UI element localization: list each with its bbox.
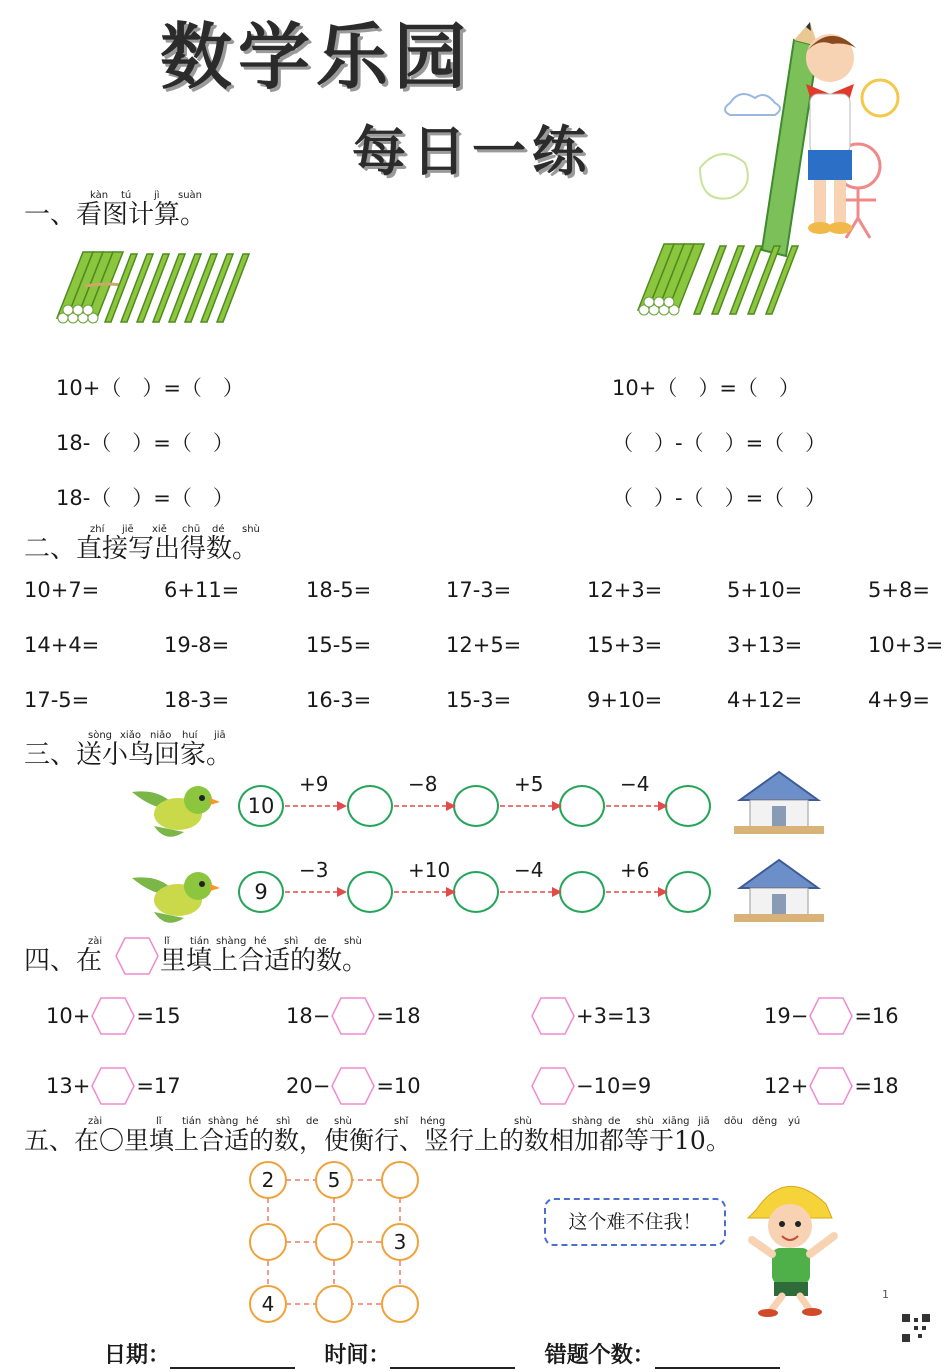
hexagon-answer-box[interactable] [330, 996, 376, 1036]
arithmetic-problem: 3+13= [727, 633, 803, 657]
pinyin: jiā [214, 730, 226, 741]
section3-heading: 三、送小鸟回家。 [24, 740, 233, 770]
arithmetic-problem: 6+11= [164, 578, 240, 602]
answer-circle[interactable] [453, 785, 499, 827]
hexagon-answer-box[interactable] [808, 996, 854, 1036]
start-number-circle: 10 [238, 785, 284, 827]
equation-suffix: +3=13 [576, 1004, 652, 1028]
s1-left-eq: 18-（ ）=（ ） [56, 431, 234, 455]
equation-suffix: =17 [136, 1074, 181, 1098]
fill-in-item [46, 996, 181, 1036]
pinyin: shàng [572, 1116, 603, 1127]
dashed-arrow-icon [606, 800, 668, 812]
fill-in-item [530, 1066, 651, 1106]
pinyin: shù [344, 936, 362, 947]
answer-circle[interactable] [665, 871, 711, 913]
pinyin: de [314, 936, 327, 947]
pinyin: dōu [724, 1116, 743, 1127]
pinyin: kàn [90, 190, 109, 201]
section4-heading-b: 里填上合适的数。 [160, 946, 369, 976]
pinyin: děng [752, 1116, 778, 1127]
answer-circle[interactable] [665, 785, 711, 827]
pinyin: lǐ [156, 1116, 162, 1127]
arithmetic-problem: 17-3= [446, 578, 512, 602]
pinyin: xiāng [662, 1116, 690, 1127]
pinyin: tú [121, 190, 132, 201]
time-label: 时间： [324, 1342, 391, 1368]
time-field[interactable] [390, 1345, 515, 1369]
pinyin: shì [284, 936, 299, 947]
equation-prefix: 13+ [46, 1074, 91, 1098]
hexagon-answer-box[interactable] [808, 1066, 854, 1106]
operation-label: −4 [514, 858, 544, 882]
answer-circle[interactable] [453, 871, 499, 913]
arithmetic-problem: 16-3= [306, 688, 372, 712]
fill-in-item [530, 996, 651, 1036]
boy-cartoon-illustration [730, 1170, 860, 1320]
operation-label: +9 [299, 772, 329, 796]
dashed-arrow-icon [394, 800, 456, 812]
pinyin: shù [334, 1116, 352, 1127]
dashed-arrow-icon [394, 886, 456, 898]
fill-in-item [764, 996, 899, 1036]
operation-label: −8 [408, 772, 438, 796]
boy-with-pencil-illustration [680, 18, 920, 258]
pinyin: shàng [216, 936, 247, 947]
pinyin: xiǎo [120, 730, 141, 741]
pinyin: shàng [208, 1116, 239, 1127]
pinyin: de [608, 1116, 621, 1127]
qr-code-icon [902, 1314, 930, 1342]
hexagon-answer-box[interactable] [90, 996, 136, 1036]
arithmetic-problem: 17-5= [24, 688, 90, 712]
bundle-sticks-right-image [636, 240, 806, 322]
arithmetic-problem: 15+3= [587, 633, 663, 657]
s1-right-eq: （ ）-（ ）=（ ） [612, 486, 827, 510]
equation-suffix: =18 [854, 1074, 899, 1098]
operation-label: −4 [620, 772, 650, 796]
page-title: 数学乐园 [160, 14, 473, 99]
date-field[interactable] [170, 1345, 295, 1369]
fill-in-item [286, 996, 421, 1036]
answer-circle[interactable] [347, 871, 393, 913]
equation-suffix: =15 [136, 1004, 181, 1028]
section2-heading: 二、直接写出得数。 [24, 534, 259, 564]
pinyin: shù [636, 1116, 654, 1127]
hexagon-answer-box[interactable] [330, 1066, 376, 1106]
answer-circle[interactable] [347, 785, 393, 827]
footer-row [104, 1338, 780, 1369]
speech-text: 这个难不住我！ [568, 1211, 702, 1233]
equation-suffix: −10=9 [576, 1074, 652, 1098]
arithmetic-problem: 19-8= [164, 633, 230, 657]
empty-answer-circle[interactable] [381, 1161, 419, 1199]
pinyin: tián [182, 1116, 202, 1127]
arithmetic-problem: 14+4= [24, 633, 100, 657]
answer-circle[interactable] [559, 871, 605, 913]
pinyin: hé [254, 936, 267, 947]
pinyin: jiā [698, 1116, 710, 1127]
dashed-arrow-icon [500, 800, 562, 812]
pinyin: tián [190, 936, 210, 947]
given-number-circle: 3 [381, 1223, 419, 1261]
equation-prefix: 19− [764, 1004, 809, 1028]
pinyin: niǎo [150, 730, 172, 741]
house-icon [732, 768, 826, 838]
pinyin: suàn [178, 190, 203, 201]
pinyin: de [306, 1116, 319, 1127]
equation-suffix: =16 [854, 1004, 899, 1028]
equation-prefix: 10+ [46, 1004, 91, 1028]
arithmetic-problem: 18-3= [164, 688, 230, 712]
equation-suffix: =18 [376, 1004, 421, 1028]
date-label: 日期： [104, 1342, 171, 1368]
arithmetic-problem: 4+9= [868, 688, 930, 712]
s1-right-eq: 10+（ ）=（ ） [612, 376, 800, 400]
answer-circle[interactable] [559, 785, 605, 827]
arithmetic-problem: 15-5= [306, 633, 372, 657]
pinyin: hé [246, 1116, 259, 1127]
pinyin: shǐ [394, 1116, 409, 1127]
hexagon-answer-box[interactable] [530, 996, 576, 1036]
arithmetic-problem: 15-3= [446, 688, 512, 712]
arithmetic-problem: 5+8= [868, 578, 930, 602]
pinyin: zhí [90, 524, 105, 535]
arithmetic-problem: 5+10= [727, 578, 803, 602]
arithmetic-problem: 18-5= [306, 578, 372, 602]
fill-in-item [46, 1066, 181, 1106]
fill-in-item [764, 1066, 899, 1106]
pinyin: zài [88, 1116, 103, 1127]
errors-label: 错题个数： [544, 1342, 655, 1368]
s1-left-eq: 10+（ ）=（ ） [56, 376, 244, 400]
pinyin: dé [212, 524, 225, 535]
dashed-arrow-icon [285, 886, 347, 898]
pinyin: chū [182, 524, 201, 535]
equation-suffix: =10 [376, 1074, 421, 1098]
page-number: 1 [882, 1288, 889, 1301]
empty-answer-circle[interactable] [315, 1285, 353, 1323]
bird-icon [128, 864, 220, 930]
start-number-circle: 9 [238, 871, 284, 913]
hexagon-answer-box[interactable] [530, 1066, 576, 1106]
pinyin: lǐ [164, 936, 170, 947]
section5-heading: 五、在〇里填上合适的数，使衡行、竖行上的数相加都等于10。 [24, 1126, 731, 1155]
pinyin: yú [788, 1116, 801, 1127]
given-number-circle: 4 [249, 1285, 287, 1323]
equation-prefix: 20− [286, 1074, 331, 1098]
arithmetic-problem: 10+7= [24, 578, 100, 602]
equation-prefix: 18− [286, 1004, 331, 1028]
bird-icon [128, 778, 220, 844]
s1-left-eq: 18-（ ）=（ ） [56, 486, 234, 510]
pinyin: shù [242, 524, 260, 535]
pinyin: shù [514, 1116, 532, 1127]
dashed-arrow-icon [285, 800, 347, 812]
page-subtitle: 每日一练 [352, 119, 592, 183]
dashed-arrow-icon [606, 886, 668, 898]
pinyin: sòng [88, 730, 113, 741]
hexagon-shape-icon [114, 936, 160, 976]
pinyin: shì [276, 1116, 291, 1127]
operation-label: +10 [408, 858, 451, 882]
pinyin: héng [420, 1116, 446, 1127]
arithmetic-problem: 12+5= [446, 633, 522, 657]
given-number-circle: 2 [249, 1161, 287, 1199]
operation-label: +5 [514, 772, 544, 796]
pinyin: xiě [152, 524, 167, 535]
errors-field[interactable] [655, 1345, 780, 1369]
pinyin: zài [88, 936, 103, 947]
house-icon [732, 856, 826, 926]
empty-answer-circle[interactable] [249, 1223, 287, 1261]
empty-answer-circle[interactable] [315, 1223, 353, 1261]
empty-answer-circle[interactable] [381, 1285, 419, 1323]
arithmetic-problem: 10+3= [868, 633, 944, 657]
given-number-circle: 5 [315, 1161, 353, 1199]
arithmetic-problem: 12+3= [587, 578, 663, 602]
section4-heading-a: 四、在 [24, 946, 103, 976]
s1-right-eq: （ ）-（ ）=（ ） [612, 431, 827, 455]
pinyin: jiē [122, 524, 134, 535]
pinyin: jì [154, 190, 160, 201]
speech-bubble [544, 1198, 726, 1246]
hexagon-answer-box[interactable] [90, 1066, 136, 1106]
arithmetic-problem: 4+12= [727, 688, 803, 712]
operation-label: +6 [620, 858, 650, 882]
bundle-sticks-left-image [55, 248, 265, 330]
section1-heading: 一、看图计算。 [24, 200, 207, 230]
equation-prefix: 12+ [764, 1074, 809, 1098]
operation-label: −3 [299, 858, 329, 882]
arithmetic-problem: 9+10= [587, 688, 663, 712]
dashed-arrow-icon [500, 886, 562, 898]
fill-in-item [286, 1066, 421, 1106]
pinyin: huí [182, 730, 198, 741]
